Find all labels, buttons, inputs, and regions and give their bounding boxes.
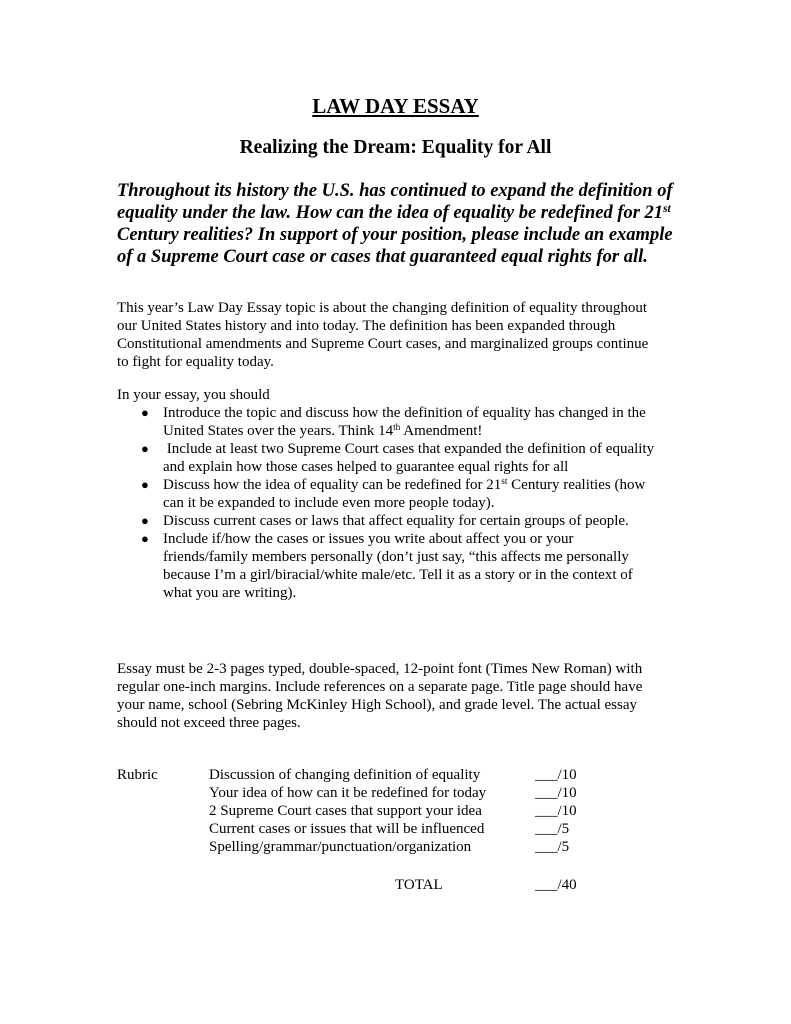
essay-prompt [117,180,687,268]
list-item-text: Amendment! [400,423,483,439]
prompt-line-text: equality under the law. How can the idea of equality be redefined for 21 [117,203,664,223]
format-requirements-paragraph [117,660,687,732]
bullet-icon: ● [141,513,149,528]
list-item-line: friends/family members personally (don’t just say, “this affects me personally [163,549,629,565]
list-item [117,530,687,602]
rubric-row [209,838,609,856]
list-item-line [163,422,687,440]
list-item-line [163,476,687,494]
intro-paragraph [117,299,687,371]
list-item-text: Discuss how the idea of equality can be redefined for 21 [163,477,502,493]
rubric-label: Rubric [117,767,158,783]
bullet-icon: ● [141,405,149,420]
paragraph-line: Constitutional amendments and Supreme Court cases, and marginalized groups continue [117,336,649,352]
paragraph-line: This year’s Law Day Essay topic is about the changing definition of equality throughout [117,300,648,316]
list-item-line: Include if/how the cases or issues you write about affect you or your [163,531,574,547]
rubric-score: ___/10 [535,803,577,819]
rubric-score: ___/5 [535,839,570,855]
list-item [117,404,687,440]
ordinal-suffix: st [501,476,508,487]
list-item-line: and explain how those cases helped to guarantee equal rights for all [163,459,569,475]
rubric-total-label: TOTAL [395,877,443,893]
rubric-criterion: Your idea of how can it be redefined for today [209,785,487,801]
paragraph-line: to fight for equality today. [117,354,274,370]
prompt-line: Throughout its history the U.S. has continued to expand the definition of [117,181,673,201]
rubric-criterion: Current cases or issues that will be influenced [209,821,485,837]
rubric-row [209,784,609,802]
list-item-line: can it be expanded to include even more people today). [163,495,495,511]
list-item-text: United States over the years. Think 14 [163,423,394,439]
list-item-line: Include at least two Supreme Court cases that expanded the definition of equality [163,441,655,457]
instructions-list [117,404,687,602]
rubric-score: ___/10 [535,767,577,783]
list-item-line: Discuss current cases or laws that affect equality for certain groups of people. [163,513,629,529]
paragraph-line: Essay must be 2-3 pages typed, double-spaced, 12-point font (Times New Roman) with [117,661,643,677]
list-item-line: what you are writing). [163,585,297,601]
rubric-row [209,766,609,784]
instructions-heading: In your essay, you should [117,387,270,403]
rubric-total-score: ___/40 [535,877,577,893]
prompt-line: Century realities? In support of your position, please include an example [117,225,673,245]
paragraph-line: your name, school (Sebring McKinley High School), and grade level. The actual essay [117,697,637,713]
prompt-line: of a Supreme Court case or cases that guaranteed equal rights for all. [117,247,648,267]
rubric-row [209,802,609,820]
rubric-criterion: Spelling/grammar/punctuation/organization [209,839,472,855]
list-item-text: Century realities (how [507,477,646,493]
bullet-icon: ● [141,441,149,456]
bullet-icon: ● [141,531,149,546]
paragraph-line: regular one-inch margins. Include references on a separate page. Title page should have [117,679,643,695]
list-item-line: Introduce the topic and discuss how the definition of equality has changed in the [163,405,646,421]
list-item [117,476,687,512]
paragraph-line: should not exceed three pages. [117,715,301,731]
list-item [117,440,687,476]
list-item [117,512,687,530]
rubric-row [209,820,609,838]
bullet-icon: ● [141,477,149,492]
rubric-score: ___/10 [535,785,577,801]
rubric-criterion: 2 Supreme Court cases that support your idea [209,803,482,819]
rubric-table [0,766,791,906]
ordinal-suffix: st [663,202,671,215]
prompt-line [117,202,687,224]
paragraph-line: our United States history and into today. The definition has been expanded through [117,318,616,334]
rubric-criterion: Discussion of changing definition of equality [209,767,481,783]
page-subtitle: Realizing the Dream: Equality for All [239,137,552,158]
page-title: LAW DAY ESSAY [312,94,479,118]
list-item-line: because I’m a girl/biracial/white male/etc. Tell it as a story or in the context of [163,567,633,583]
ordinal-suffix: th [393,422,401,433]
rubric-score: ___/5 [535,821,570,837]
